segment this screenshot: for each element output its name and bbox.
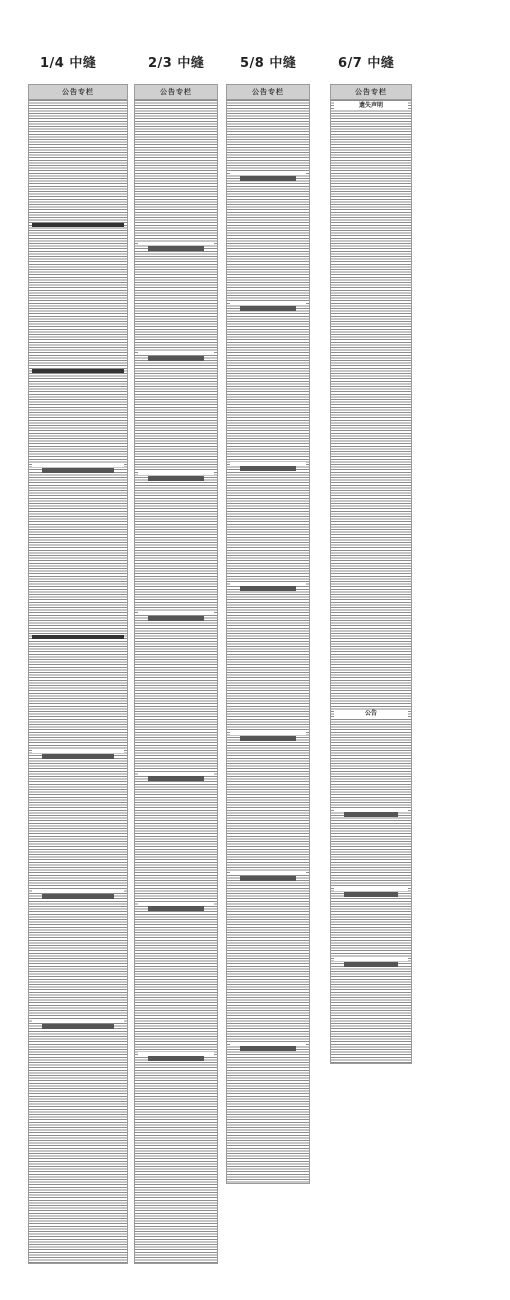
newspaper-strip-2 [134, 84, 218, 1264]
strip-header [135, 85, 217, 100]
strip-text-body [135, 100, 217, 1264]
newspaper-strip-4 [330, 84, 412, 1064]
section-title-lost-notice: 遗失声明 [334, 102, 408, 110]
column-title-2-3: 2/3 中缝 [148, 56, 205, 71]
newspaper-strip-1 [28, 84, 128, 1264]
column-title-5-8: 5/8 中缝 [240, 56, 297, 71]
column-title-6-7: 6/7 中缝 [338, 56, 395, 71]
strip-header [227, 85, 309, 100]
section-title-announcement: 公告 [334, 710, 408, 718]
column-title-1-4: 1/4 中缝 [40, 56, 97, 71]
strip-header [29, 85, 127, 100]
strip-text-body [331, 100, 411, 1064]
strip-header-label: 公告专栏 [62, 87, 94, 96]
newspaper-strip-3 [226, 84, 310, 1184]
strip-header-label: 公告专栏 [160, 87, 192, 96]
strip-header-label: 公告专栏 [355, 87, 387, 96]
strip-text-body [227, 100, 309, 1184]
strip-text-body [29, 100, 127, 1264]
strip-header-label: 公告专栏 [252, 87, 284, 96]
strip-header [331, 85, 411, 100]
